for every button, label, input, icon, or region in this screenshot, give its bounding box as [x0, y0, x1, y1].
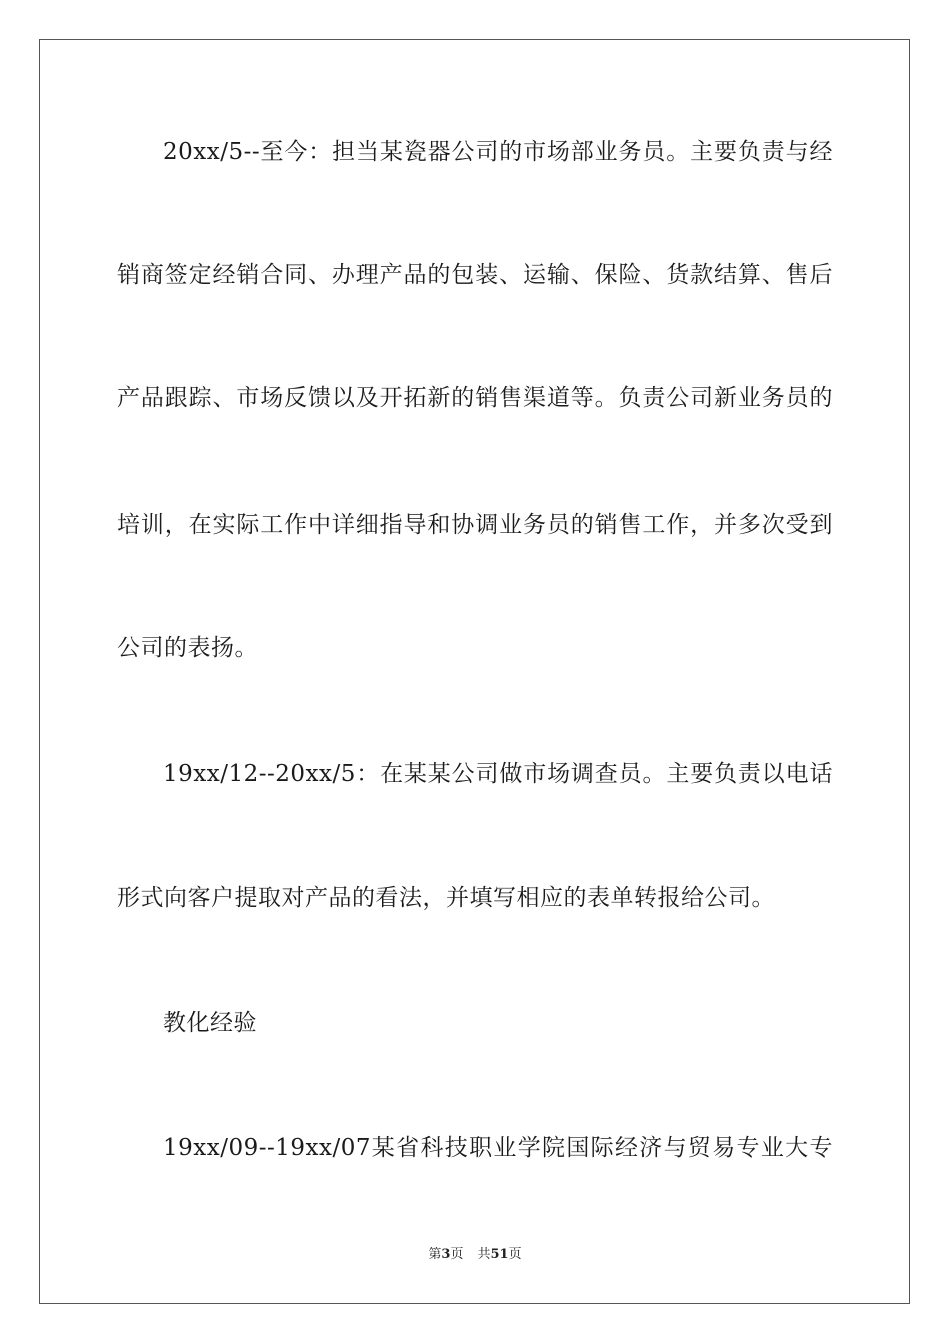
total-prefix: 共: [477, 1247, 491, 1262]
total-pages: 51: [490, 1247, 509, 1262]
paragraph-line: 19xx/12--20xx/5：在某某公司做市场调查员。主要负责以电话: [163, 761, 833, 787]
paragraph-line: 培训，在实际工作中详细指导和协调业务员的销售工作，并多次受到: [117, 512, 833, 538]
page-suffix: 页: [450, 1247, 464, 1262]
total-suffix: 页: [508, 1247, 522, 1262]
paragraph-line: 19xx/09--19xx/07某省科技职业学院国际经济与贸易专业大专: [163, 1135, 833, 1161]
paragraph-line: 公司的表扬。: [117, 635, 258, 661]
paragraph-line: 产品跟踪、市场反馈以及开拓新的销售渠道等。负责公司新业务员的: [117, 385, 833, 411]
page-border: [39, 39, 910, 1304]
paragraph-line: 形式向客户提取对产品的看法，并填写相应的表单转报给公司。: [117, 885, 775, 911]
paragraph-line: 20xx/5--至今：担当某瓷器公司的市场部业务员。主要负责与经: [163, 139, 833, 165]
page-prefix: 第: [428, 1247, 442, 1262]
paragraph-line: 销商签定经销合同、办理产品的包装、运输、保险、货款结算、售后: [117, 262, 833, 288]
page-number: 3: [441, 1247, 451, 1262]
page-footer: [0, 1246, 950, 1264]
section-heading: 教化经验: [163, 1010, 257, 1036]
